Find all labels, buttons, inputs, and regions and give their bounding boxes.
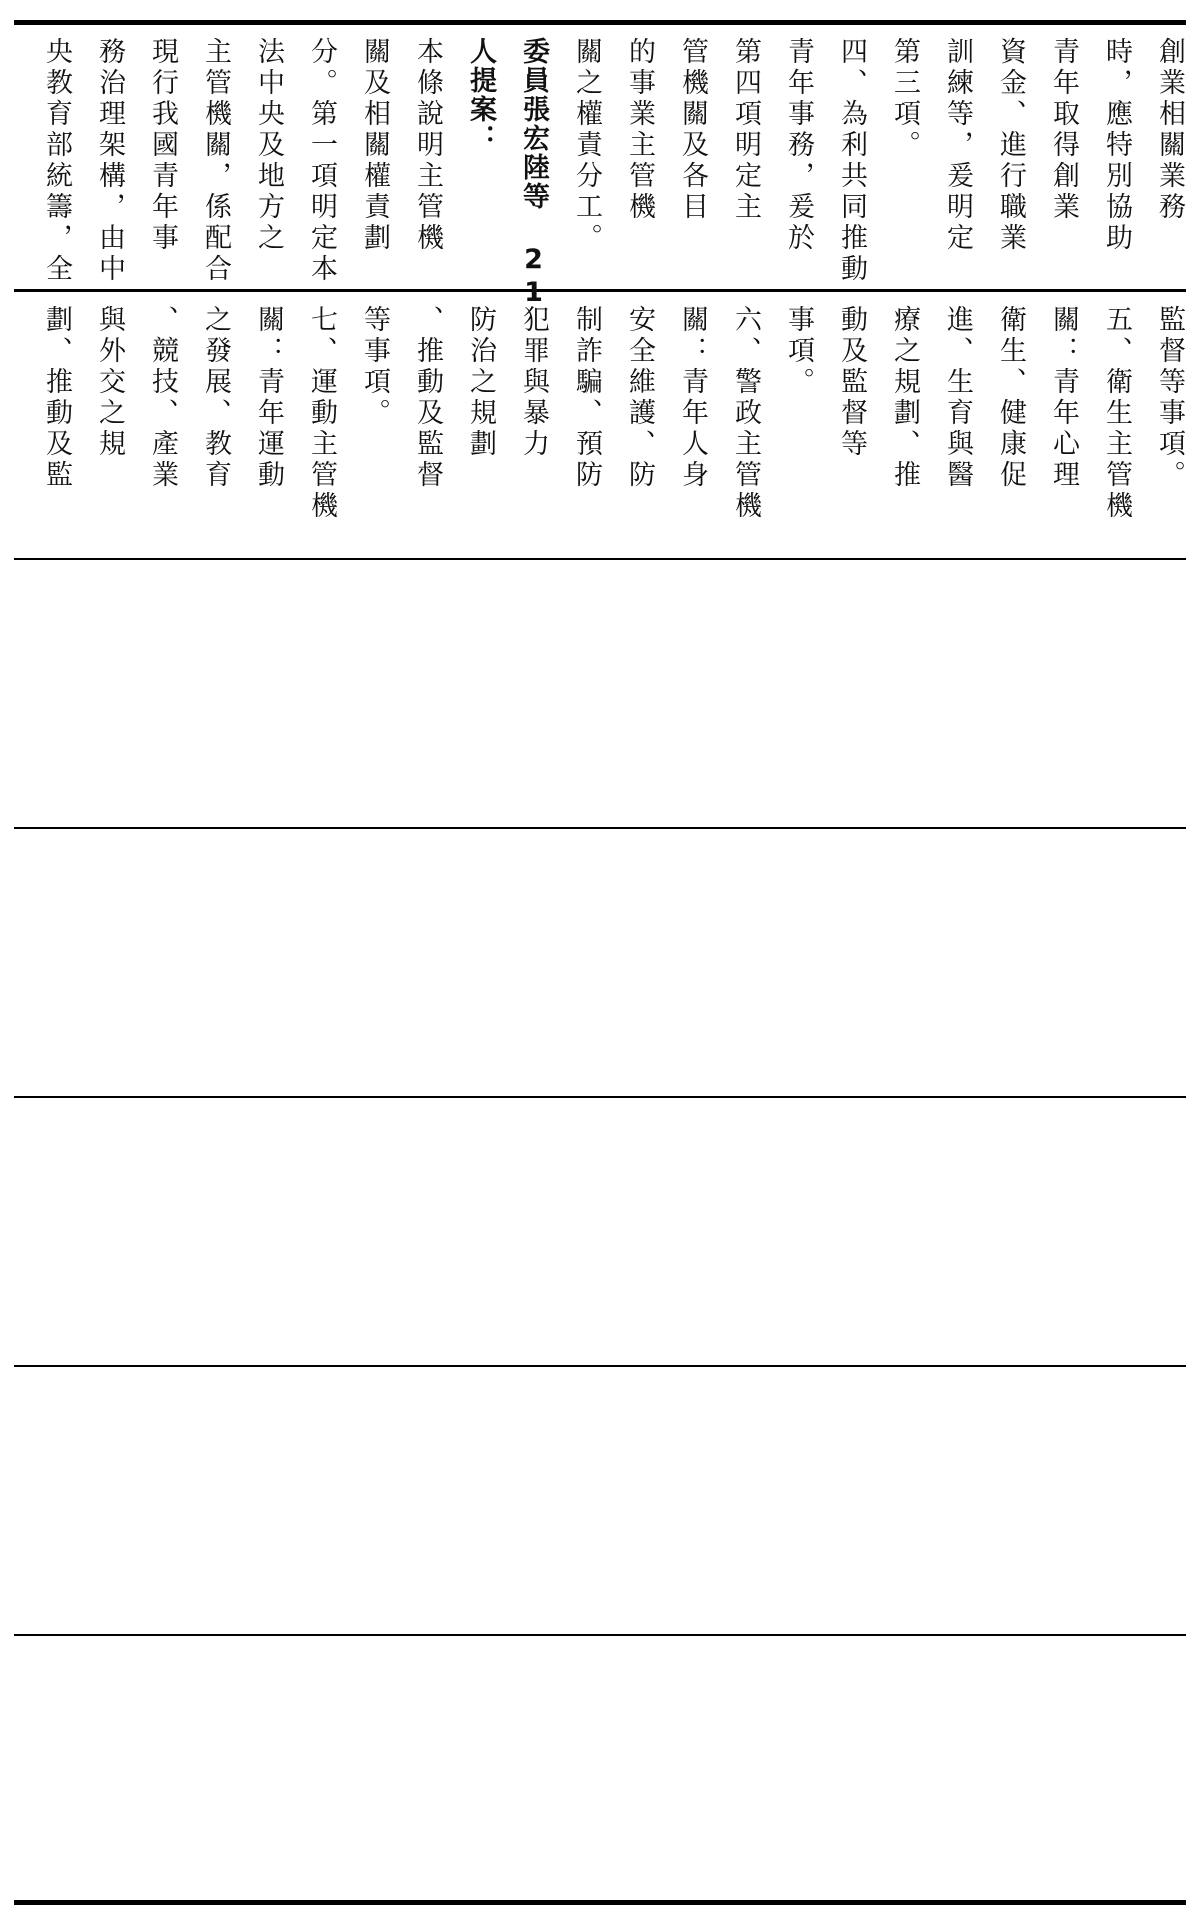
proposal-heading: 人提案：	[465, 37, 496, 153]
text-column: 、推動及監督	[412, 305, 443, 491]
text-column: 法中央及地方之	[253, 37, 284, 254]
divider-rule	[14, 827, 1186, 829]
text-column: 第四項明定主	[730, 37, 761, 223]
text-column: 關及相關權責劃	[359, 37, 390, 254]
text-column: 動及監督等	[836, 305, 867, 460]
text-column: 與外交之規	[94, 305, 125, 460]
text-column: 防治之規劃	[465, 305, 496, 460]
divider-rule	[14, 1365, 1186, 1367]
text-column: 六、警政主管機	[730, 305, 761, 522]
divider-rule	[14, 558, 1186, 560]
text-column: 七、運動主管機	[306, 305, 337, 522]
divider-rule	[14, 1096, 1186, 1098]
text-column: 五、衛生主管機	[1101, 305, 1132, 522]
text-column: 青年事務，爰於	[783, 37, 814, 254]
text-column: 安全維護、防	[624, 305, 655, 491]
text-column: 關：青年心理	[1048, 305, 1079, 491]
text-column: 時，應特別協助	[1101, 37, 1132, 254]
text-column: 青年取得創業	[1048, 37, 1079, 223]
text-column: 央教育部統籌，全	[41, 37, 72, 285]
text-column: 創業相關業務	[1154, 37, 1185, 223]
text-column: 現行我國青年事	[147, 37, 178, 254]
text-column: 資金、進行職業	[995, 37, 1026, 254]
text-column: 之發展、教育	[200, 305, 231, 491]
text-column: 四、為利共同推動	[836, 37, 867, 285]
text-column: 關之權責分工。	[571, 37, 602, 254]
text-column: 衛生、健康促	[995, 305, 1026, 491]
explanation-band	[14, 25, 1186, 310]
text-column: 訓練等，爰明定	[942, 37, 973, 254]
text-column: 關：青年運動	[253, 305, 284, 491]
text-column: 制詐騙、預防	[571, 305, 602, 491]
text-column: 療之規劃、推	[889, 305, 920, 491]
text-column: 管機關及各目	[677, 37, 708, 223]
text-column: 事項。	[783, 305, 814, 398]
text-column: 的事業主管機	[624, 37, 655, 223]
text-column: 、競技、產業	[147, 305, 178, 491]
text-column: 監督等事項。	[1154, 305, 1185, 491]
text-column: 分。第一項明定本	[306, 37, 337, 285]
text-column: 務治理架構，由中	[94, 37, 125, 285]
text-column: 進、生育與醫	[942, 305, 973, 491]
article-band	[14, 293, 1186, 558]
text-column: 犯罪與暴力	[518, 305, 549, 460]
text-column: 等事項。	[359, 305, 390, 429]
divider-rule	[14, 1634, 1186, 1636]
text-column: 本條說明主管機	[412, 37, 443, 254]
text-column: 主管機關，係配合	[200, 37, 231, 285]
text-column: 關：青年人身	[677, 305, 708, 491]
text-column: 劃、推動及監	[41, 305, 72, 491]
text-column: 第三項。	[889, 37, 920, 161]
bottom-rule	[14, 1900, 1186, 1905]
proposal-heading: 委員張宏陸等 21	[518, 37, 549, 310]
